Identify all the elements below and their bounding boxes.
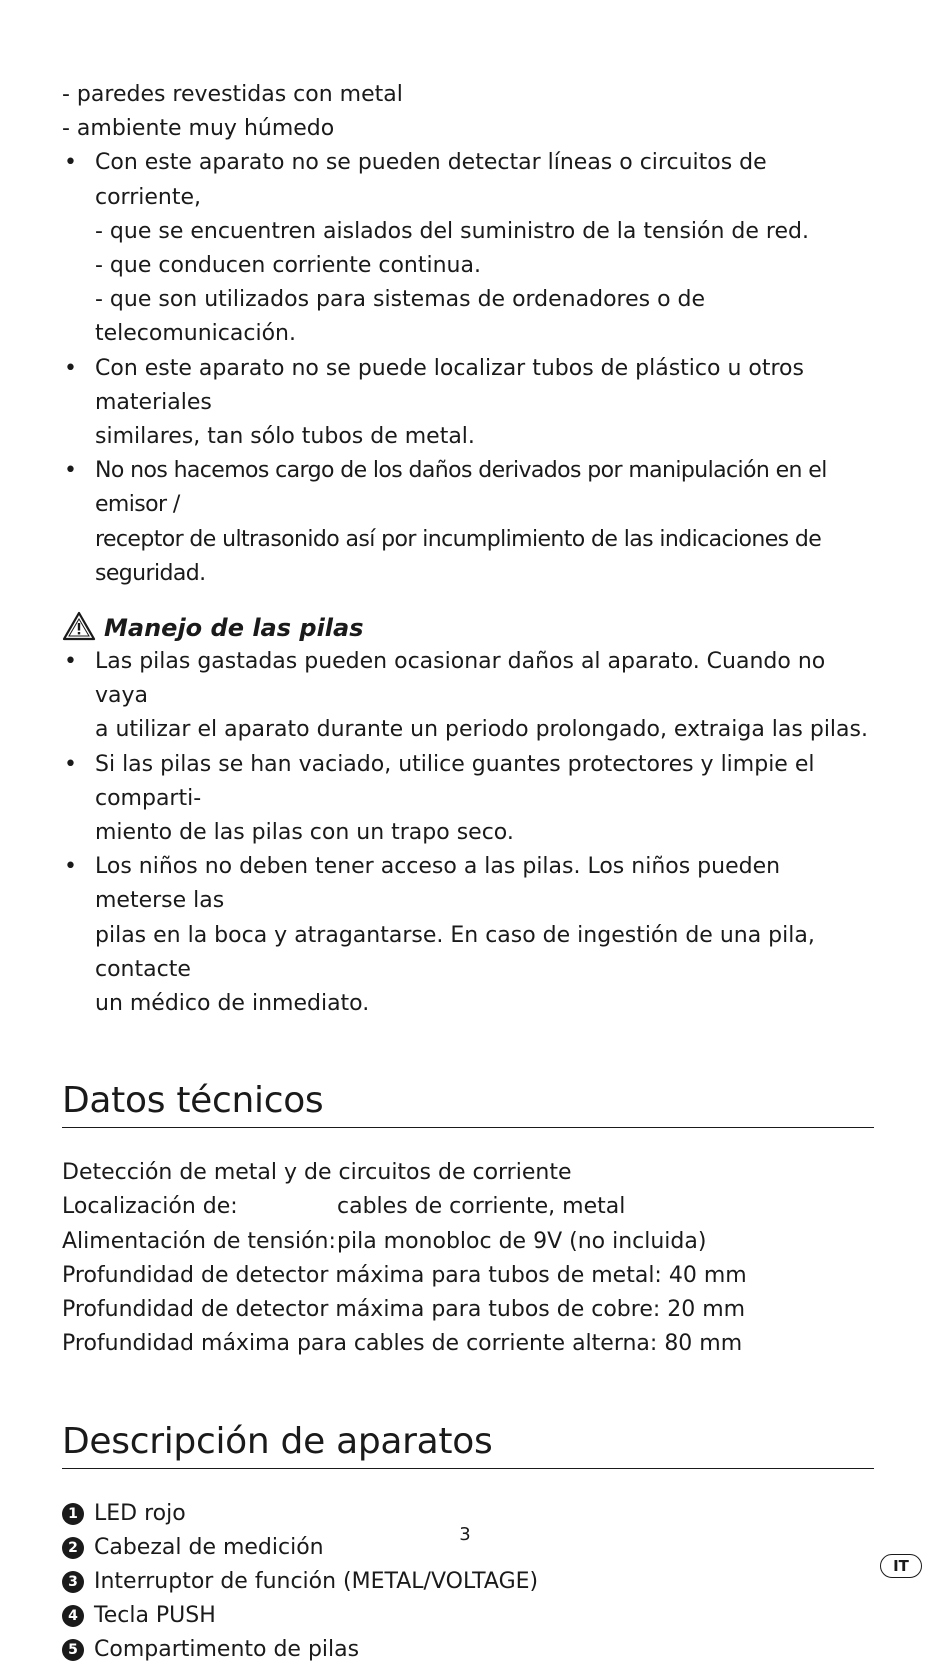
battery-bullet-line: Las pilas gastadas pueden ocasionar daños al aparato. Cuando no vaya	[95, 649, 826, 709]
technical-data-label: Localización de:	[62, 1194, 238, 1220]
device-part-item	[62, 1633, 874, 1667]
bullet-icon: •	[64, 150, 77, 176]
intro-line: - paredes revestidas con metal	[62, 82, 403, 107]
technical-data-line: Profundidad de detector máxima para tubos de metal: 40 mm	[62, 1262, 747, 1288]
battery-bullet-line: pilas en la boca y atragantarse. En caso de ingestión de una pila, contacte	[95, 922, 815, 982]
technical-data-intro: Detección de metal y de circuitos de corriente	[62, 1160, 572, 1186]
part-number-badge: 5	[62, 1639, 84, 1661]
part-label: Interruptor de función (METAL/VOLTAGE)	[94, 1568, 539, 1594]
part-label: Cabezal de medición	[94, 1534, 324, 1560]
intro-line: - ambiente muy húmedo	[62, 116, 335, 142]
restriction-text: receptor de ultrasonido así por incumplimiento de las indicaciones de seguridad.	[95, 526, 822, 586]
battery-bullet-line: Si las pilas se han vaciado, utilice guantes protectores y limpie el comparti-	[95, 751, 815, 811]
restriction-subitem: - que conducen corriente continua.	[95, 253, 481, 279]
battery-bullet-line: miento de las pilas con un trapo seco.	[95, 820, 514, 846]
restriction-text: No nos hacemos cargo de los daños derivados por manipulación en el emisor /	[95, 458, 827, 518]
battery-bullet	[62, 645, 874, 748]
battery-bullet-line: un médico de inmediato.	[95, 991, 370, 1017]
language-badge: IT	[880, 1554, 922, 1578]
technical-data-title: Datos técnicos	[62, 1079, 874, 1128]
device-part-item	[62, 1599, 874, 1633]
technical-data-label: Alimentación de tensión:	[62, 1228, 336, 1254]
technical-data-value: pila monobloc de 9V (no incluida)	[337, 1228, 707, 1254]
bullet-icon: •	[64, 355, 77, 381]
battery-section-title: Manejo de las pilas	[104, 614, 364, 643]
battery-bullet-line: Los niños no deben tener acceso a las pilas. Los niños pueden meterse las	[95, 854, 781, 914]
restriction-subitem: - que son utilizados para sistemas de ordenadores o de telecomunicación.	[95, 287, 706, 347]
document-page	[62, 78, 874, 1668]
page-number: 3	[459, 1524, 471, 1545]
part-number-badge: 3	[62, 1571, 84, 1593]
bullet-icon: •	[64, 751, 77, 777]
restriction-subitem: - que se encuentren aislados del suministro de la tensión de red.	[95, 218, 809, 244]
device-part-item	[62, 1565, 874, 1599]
battery-bullet	[62, 748, 874, 851]
technical-data-row	[62, 1190, 874, 1224]
bullet-icon: •	[64, 649, 77, 675]
restriction-item	[62, 454, 874, 591]
part-label: Tecla PUSH	[94, 1603, 216, 1629]
part-number-badge: 4	[62, 1605, 84, 1627]
battery-section-heading	[62, 611, 874, 645]
warning-triangle-icon	[62, 611, 96, 641]
restriction-text: similares, tan sólo tubos de metal.	[95, 424, 475, 450]
technical-data-row	[62, 1225, 874, 1259]
restriction-text: Con este aparato no se pueden detectar líneas o circuitos de corriente,	[95, 150, 767, 210]
part-number-badge: 2	[62, 1537, 84, 1559]
device-parts-list	[62, 1497, 874, 1668]
restriction-text: Con este aparato no se puede localizar tubos de plástico u otros materiales	[95, 355, 804, 415]
technical-data-line: Profundidad de detector máxima para tubos de cobre: 20 mm	[62, 1297, 746, 1323]
battery-bullet-line: a utilizar el aparato durante un periodo prolongado, extraiga las pilas.	[95, 717, 868, 743]
technical-data-line: Profundidad máxima para cables de corriente alterna: 80 mm	[62, 1331, 743, 1357]
bullet-icon: •	[64, 458, 77, 484]
battery-bullet	[62, 850, 874, 1021]
technical-data-value: cables de corriente, metal	[337, 1194, 626, 1220]
part-label: LED rojo	[94, 1500, 186, 1526]
restriction-item	[62, 146, 874, 351]
restriction-item	[62, 352, 874, 455]
device-description-title: Descripción de aparatos	[62, 1420, 874, 1469]
technical-data-block	[62, 1156, 874, 1361]
part-label: Compartimento de pilas	[94, 1637, 360, 1663]
bullet-icon: •	[64, 854, 77, 880]
part-number-badge: 1	[62, 1503, 84, 1525]
